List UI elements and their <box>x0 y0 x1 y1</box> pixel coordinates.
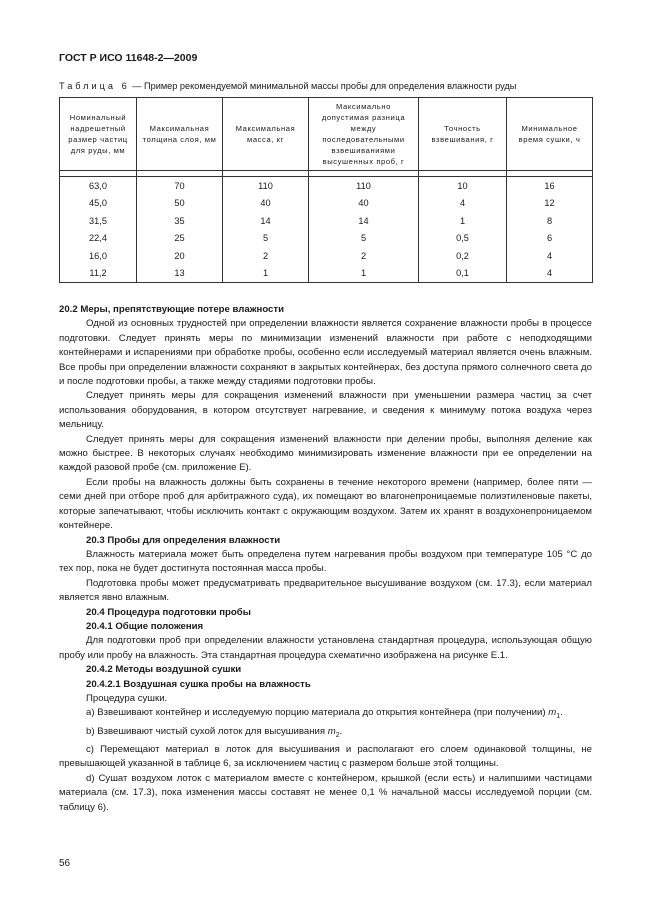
table-cell: 25 <box>137 230 223 248</box>
table-cell: 31,5 <box>60 212 137 230</box>
document-body <box>59 303 592 815</box>
table-header-cell: Максимальная толщина слоя, мм <box>137 98 223 171</box>
table-cell: 1 <box>309 265 419 283</box>
table-cell: 12 <box>507 195 593 213</box>
section-heading-20-3: 20.3 Пробы для определения влажности <box>86 534 281 546</box>
paragraph: Следует принять меры для сокращения изменений влажности при делении пробы, выполняя деление как можно быстрее. В некоторых случаях необходимо минимизировать изменение влажности при ее определении на каждой разовой пробе (см. приложение Е). <box>59 433 592 474</box>
section-heading-20-2: 20.2 Меры, препятствующие потере влажности <box>59 304 284 315</box>
symbol-subscript: 2 <box>335 731 340 739</box>
section-heading-20-4-1: 20.4.1 Общие положения <box>86 620 204 632</box>
table-cell: 63,0 <box>60 177 137 195</box>
table-cell: 16,0 <box>60 247 137 265</box>
table-cell: 1 <box>419 212 507 230</box>
table-caption-text: — Пример рекомендуемой минимальной массы пробы для определения влажности руды <box>129 81 517 91</box>
table-cell: 40 <box>309 195 419 213</box>
table-header-cell: Максимальная масса, кг <box>223 98 309 171</box>
table-cell: 4 <box>507 247 593 265</box>
table-cell: 14 <box>309 212 419 230</box>
table-cell: 35 <box>137 212 223 230</box>
table-cell: 6 <box>507 230 593 248</box>
table-caption <box>59 81 516 91</box>
table-row <box>60 195 593 213</box>
table-row <box>60 247 593 265</box>
table-cell: 0,1 <box>419 265 507 283</box>
table-cell: 70 <box>137 177 223 195</box>
symbol-m: m <box>327 725 336 737</box>
document-header: ГОСТ Р ИСО 11648-2—2009 <box>59 52 198 64</box>
table-cell: 0,2 <box>419 247 507 265</box>
table-cell: 11,2 <box>60 265 137 283</box>
table-cell: 14 <box>223 212 309 230</box>
section-heading-20-4-2-1: 20.4.2.1 Воздушная сушка пробы на влажность <box>86 678 311 690</box>
paragraph: Одной из основных трудностей при определении влажности является сохранение влажности пробы в процессе подготовки. Следует принять меры по минимизации изменений влажности при работе с неподходящими контейнерами и испарениями при обработке пробы, особенно если исследуемый материал является очень влажным. Все пробы при определении влажности сохраняют в закрытых контейнерах, без доступа прямого солнечного света до и после подготовки пробы, а также между стадиями подготовки пробы. <box>59 318 592 388</box>
list-item-d: d) Сушат воздухом лоток с материалом вместе с контейнером, крышкой (если есть) и налипшими частицами материала (см. 17.3), пока изменения массы составят не менее 0,1 % начальной массы исследуемой порции (см. таблицу 6). <box>59 772 592 813</box>
table-cell: 110 <box>309 177 419 195</box>
list-item-a <box>59 706 592 724</box>
table-cell: 4 <box>419 195 507 213</box>
table-row <box>60 212 593 230</box>
list-item-c: c) Перемещают материал в лоток для высушивания и располагают его слоем одинаковой толщины, не превышающей указанной в таблице 6, за исключением частиц с размером больше этой толщины. <box>59 744 592 770</box>
table-caption-label: Таблица 6 <box>59 81 130 91</box>
table-cell: 22,4 <box>60 230 137 248</box>
table-header-cell: Максимально допустимая разница между последовательными взвешиваниями высушенных проб, г <box>309 98 419 171</box>
paragraph: Влажность материала может быть определена путем нагревания пробы воздухом при температуре 105 °С до тех пор, пока не будет достигнута постоянная масса пробы. <box>59 548 592 575</box>
symbol-m: m <box>548 707 557 719</box>
table-cell: 50 <box>137 195 223 213</box>
paragraph: Для подготовки проб при определении влажности установлена стандартная процедура, использующая общую пробу или пробу на влажность. Эта стандартная процедура схематично изображена на рисунке Е.1. <box>59 635 592 661</box>
table-cell: 4 <box>507 265 593 283</box>
symbol-subscript: 1 <box>556 713 561 721</box>
table-cell: 45,0 <box>60 195 137 213</box>
table-cell: 2 <box>309 247 419 265</box>
list-item-b <box>59 725 592 743</box>
section-heading-20-4: 20.4 Процедура подготовки пробы <box>86 606 251 618</box>
table-cell: 16 <box>507 177 593 195</box>
table-cell: 1 <box>223 265 309 283</box>
table-header-cell: Минимальное время сушки, ч <box>507 98 593 171</box>
table-cell: 40 <box>223 195 309 213</box>
table-row <box>60 265 593 283</box>
page-number: 56 <box>59 858 71 869</box>
table-cell: 2 <box>223 247 309 265</box>
punctuation: . <box>560 707 563 719</box>
table-header-cell: Точность взвешивания, г <box>419 98 507 171</box>
table-row <box>60 177 593 195</box>
table-cell: 5 <box>309 230 419 248</box>
table-cell: 10 <box>419 177 507 195</box>
paragraph: Процедура сушки. <box>86 692 168 704</box>
table-row <box>60 230 593 248</box>
table-6 <box>59 97 593 283</box>
paragraph: Если пробы на влажность должны быть сохранены в течение некоторого времени (например, более пяти — семи дней при отборе проб для арбитражного суда), их помещают во влагонепроницаемые полиэтиленовые пакеты, которые запечатывают, чтобы исключить контакт с окружающим воздухом. Затем их хранят в воздухонепроницаемом контейнере. <box>59 476 592 532</box>
section-heading-20-4-2: 20.4.2 Методы воздушной сушки <box>86 664 242 676</box>
table-header-row <box>60 98 593 171</box>
paragraph: Подготовка пробы может предусматривать предварительное высушивание воздухом (см. 17.3), если материал является явно влажным. <box>59 577 592 604</box>
table-cell: 0,5 <box>419 230 507 248</box>
table-cell: 20 <box>137 247 223 265</box>
list-item-a-text: a) Взвешивают контейнер и исследуемую порцию материала до открытия контейнера (при получении) <box>86 707 549 719</box>
table-cell: 13 <box>137 265 223 283</box>
table-cell: 110 <box>223 177 309 195</box>
list-item-b-text: b) Взвешивают чистый сухой лоток для высушивания <box>86 725 328 737</box>
paragraph: Следует принять меры для сокращения изменений влажности при уменьшении размера частиц за счет использования оборудования, в котором отсутствует нагревание, и сведения к минимуму потока воздуха через мельницу. <box>59 390 592 431</box>
punctuation: . <box>339 725 343 737</box>
table-header-cell: Номинальный надрешетный размер частиц для руды, мм <box>60 98 137 171</box>
table-cell: 8 <box>507 212 593 230</box>
table-cell: 5 <box>223 230 309 248</box>
